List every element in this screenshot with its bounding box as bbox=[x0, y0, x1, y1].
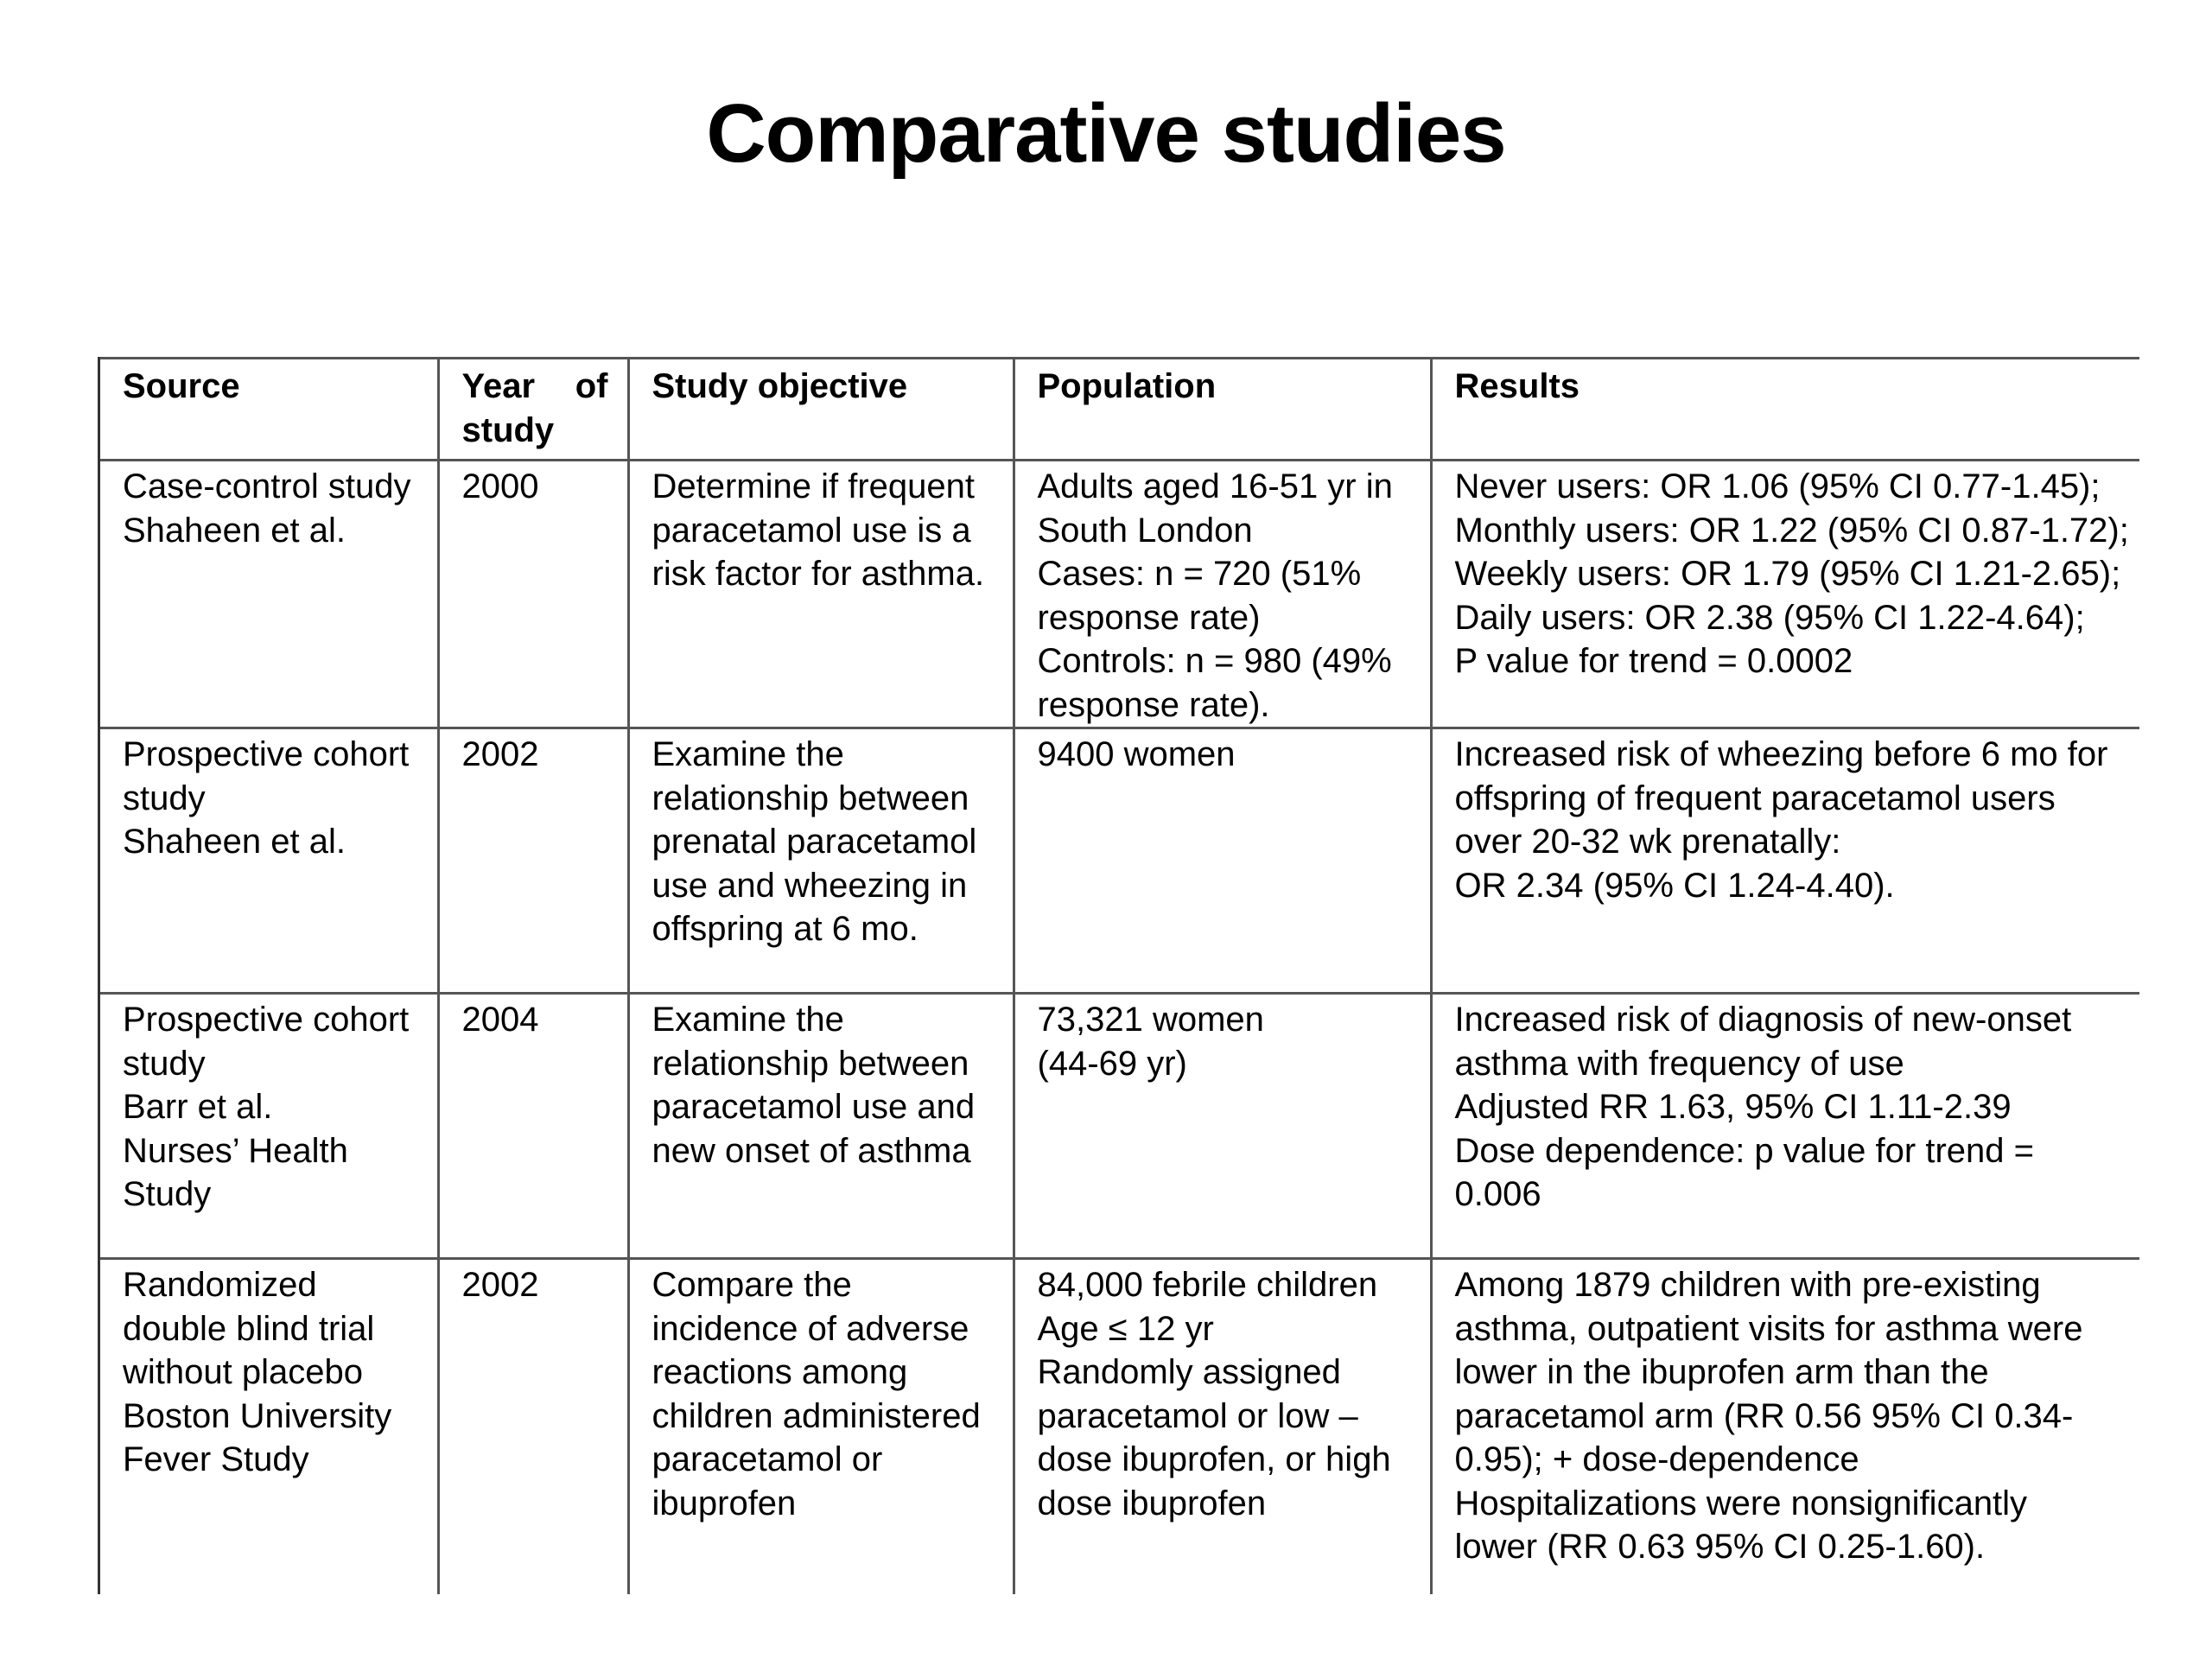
cell-year: 2000 bbox=[438, 461, 628, 728]
page-title: Comparative studies bbox=[706, 87, 1506, 180]
cell-results: Increased risk of diagnosis of new-onset asthma with frequency of use Adjusted RR 1.63, 95% CI 1.11-2.39 Dose dependence: p value for trend = 0.006 bbox=[1431, 994, 2139, 1259]
cell-year: 2002 bbox=[438, 728, 628, 994]
cell-results: Never users: OR 1.06 (95% CI 0.77-1.45); Monthly users: OR 1.22 (95% CI 0.87-1.72); Weekly users: OR 1.79 (95% CI 1.21-2.65); Daily users: OR 2.38 (95% CI 1.22-4.64); P value for trend = 0.0002 bbox=[1431, 461, 2139, 728]
header-population: Population bbox=[1014, 359, 1431, 461]
cell-population: 9400 women bbox=[1014, 728, 1431, 994]
cell-population: 84,000 febrile children Age ≤ 12 yr Randomly assigned paracetamol or low – dose ibuprofen, or high dose ibuprofen bbox=[1014, 1259, 1431, 1595]
cell-year: 2004 bbox=[438, 994, 628, 1259]
cell-objective: Examine the relationship between paracetamol use and new onset of asthma bbox=[628, 994, 1014, 1259]
cell-source: Prospective cohort study Shaheen et al. bbox=[100, 728, 438, 994]
table-header-row bbox=[100, 359, 2139, 461]
comparative-studies-table bbox=[98, 357, 2139, 1594]
table-row bbox=[100, 994, 2139, 1259]
header-study-objective: Study objective bbox=[628, 359, 1014, 461]
cell-source: Randomized double blind trial without placebo Boston University Fever Study bbox=[100, 1259, 438, 1595]
cell-source: Case-control study Shaheen et al. bbox=[100, 461, 438, 728]
cell-year: 2002 bbox=[438, 1259, 628, 1595]
table-row bbox=[100, 1259, 2139, 1595]
cell-objective: Determine if frequent paracetamol use is a risk factor for asthma. bbox=[628, 461, 1014, 728]
table-row bbox=[100, 461, 2139, 728]
cell-population: 73,321 women (44-69 yr) bbox=[1014, 994, 1431, 1259]
header-results: Results bbox=[1431, 359, 2139, 461]
header-source: Source bbox=[100, 359, 438, 461]
cell-population: Adults aged 16-51 yr in South London Cases: n = 720 (51% response rate) Controls: n = 980 (49% response rate). bbox=[1014, 461, 1431, 728]
header-year-of-study: Year of study bbox=[438, 359, 628, 461]
cell-results: Increased risk of wheezing before 6 mo for offspring of frequent paracetamol users over 20-32 wk prenatally: OR 2.34 (95% CI 1.24-4.40). bbox=[1431, 728, 2139, 994]
cell-source: Prospective cohort study Barr et al. Nurses’ Health Study bbox=[100, 994, 438, 1259]
cell-objective: Examine the relationship between prenatal paracetamol use and wheezing in offspring at 6 mo. bbox=[628, 728, 1014, 994]
cell-objective: Compare the incidence of adverse reactions among children administered paracetamol or ibuprofen bbox=[628, 1259, 1014, 1595]
table-row bbox=[100, 728, 2139, 994]
cell-results: Among 1879 children with pre-existing asthma, outpatient visits for asthma were lower in the ibuprofen arm than the paracetamol arm (RR 0.56 95% CI 0.34- 0.95); + dose-dependence Hospitalizations were nonsignificantly lower (RR 0.63 95% CI 0.25-1.60). bbox=[1431, 1259, 2139, 1595]
